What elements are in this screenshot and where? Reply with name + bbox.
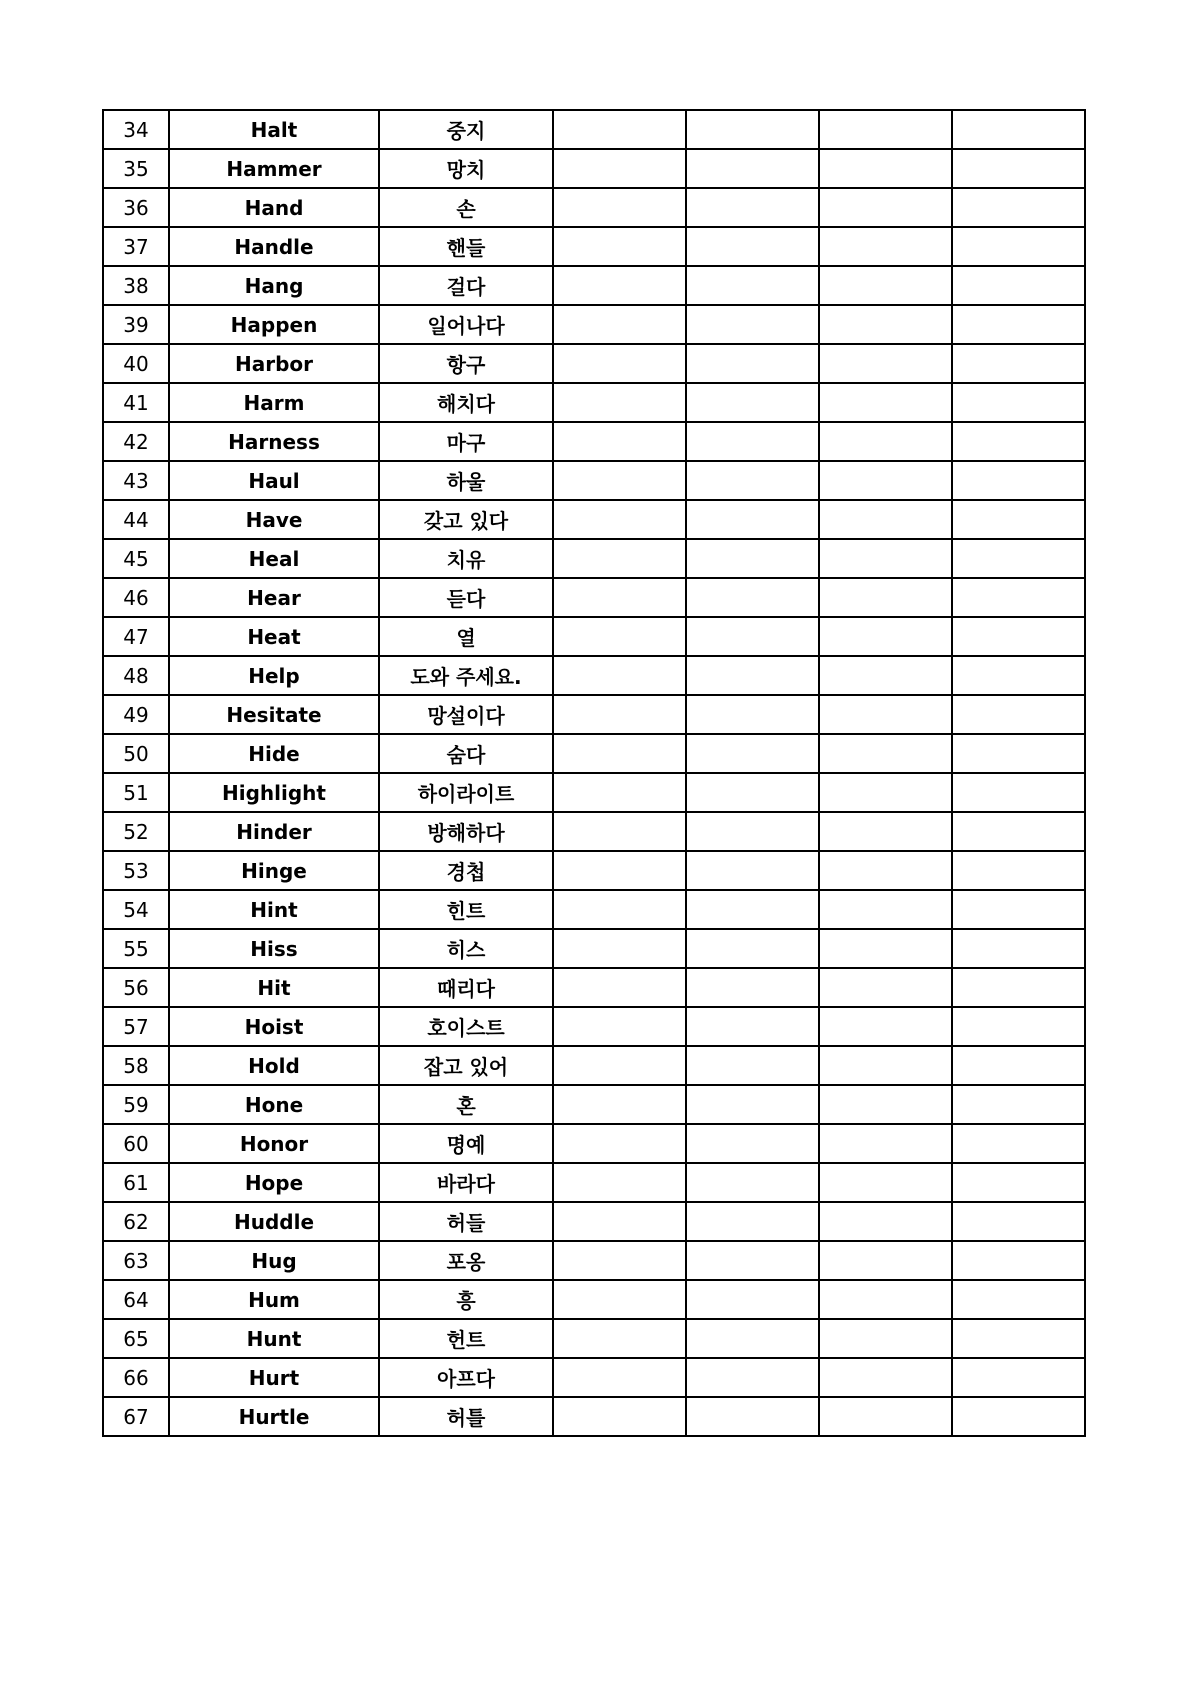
blank-practice-cell bbox=[819, 1241, 952, 1280]
row-number-cell: 53 bbox=[103, 851, 169, 890]
blank-practice-cell bbox=[553, 1319, 686, 1358]
english-word-cell: Hint bbox=[169, 890, 379, 929]
english-word-cell: Hide bbox=[169, 734, 379, 773]
table-row bbox=[103, 734, 1085, 773]
english-word-cell: Hammer bbox=[169, 149, 379, 188]
blank-practice-cell bbox=[819, 1007, 952, 1046]
blank-practice-cell bbox=[686, 851, 819, 890]
table-row bbox=[103, 695, 1085, 734]
blank-practice-cell bbox=[686, 1241, 819, 1280]
blank-practice-cell bbox=[553, 929, 686, 968]
table-body bbox=[103, 110, 1085, 1436]
korean-meaning-cell: 도와 주세요. bbox=[379, 656, 553, 695]
blank-practice-cell bbox=[686, 539, 819, 578]
row-number-cell: 55 bbox=[103, 929, 169, 968]
blank-practice-cell bbox=[819, 812, 952, 851]
blank-practice-cell bbox=[553, 500, 686, 539]
table-row bbox=[103, 500, 1085, 539]
blank-practice-cell bbox=[553, 1124, 686, 1163]
blank-practice-cell bbox=[553, 773, 686, 812]
english-word-cell: Handle bbox=[169, 227, 379, 266]
english-word-cell: Highlight bbox=[169, 773, 379, 812]
blank-practice-cell bbox=[952, 1124, 1085, 1163]
korean-meaning-cell: 마구 bbox=[379, 422, 553, 461]
table-row bbox=[103, 1163, 1085, 1202]
blank-practice-cell bbox=[553, 1007, 686, 1046]
row-number-cell: 67 bbox=[103, 1397, 169, 1436]
blank-practice-cell bbox=[952, 773, 1085, 812]
blank-practice-cell bbox=[819, 968, 952, 1007]
blank-practice-cell bbox=[952, 617, 1085, 656]
blank-practice-cell bbox=[819, 890, 952, 929]
blank-practice-cell bbox=[553, 695, 686, 734]
blank-practice-cell bbox=[952, 1163, 1085, 1202]
row-number-cell: 64 bbox=[103, 1280, 169, 1319]
blank-practice-cell bbox=[553, 266, 686, 305]
row-number-cell: 58 bbox=[103, 1046, 169, 1085]
korean-meaning-cell: 아프다 bbox=[379, 1358, 553, 1397]
korean-meaning-cell: 허들 bbox=[379, 1202, 553, 1241]
korean-meaning-cell: 헌트 bbox=[379, 1319, 553, 1358]
english-word-cell: Honor bbox=[169, 1124, 379, 1163]
table-row bbox=[103, 929, 1085, 968]
blank-practice-cell bbox=[952, 656, 1085, 695]
korean-meaning-cell: 허틀 bbox=[379, 1397, 553, 1436]
table-row bbox=[103, 227, 1085, 266]
english-word-cell: Hope bbox=[169, 1163, 379, 1202]
table-row bbox=[103, 1241, 1085, 1280]
blank-practice-cell bbox=[819, 1397, 952, 1436]
english-word-cell: Hurt bbox=[169, 1358, 379, 1397]
blank-practice-cell bbox=[952, 812, 1085, 851]
blank-practice-cell bbox=[952, 1241, 1085, 1280]
korean-meaning-cell: 일어나다 bbox=[379, 305, 553, 344]
english-word-cell: Hear bbox=[169, 578, 379, 617]
row-number-cell: 46 bbox=[103, 578, 169, 617]
english-word-cell: Help bbox=[169, 656, 379, 695]
blank-practice-cell bbox=[553, 110, 686, 149]
blank-practice-cell bbox=[952, 110, 1085, 149]
blank-practice-cell bbox=[952, 305, 1085, 344]
blank-practice-cell bbox=[819, 1202, 952, 1241]
blank-practice-cell bbox=[553, 461, 686, 500]
korean-meaning-cell: 중지 bbox=[379, 110, 553, 149]
blank-practice-cell bbox=[686, 656, 819, 695]
blank-practice-cell bbox=[686, 305, 819, 344]
table-row bbox=[103, 188, 1085, 227]
korean-meaning-cell: 갖고 있다 bbox=[379, 500, 553, 539]
english-word-cell: Hiss bbox=[169, 929, 379, 968]
blank-practice-cell bbox=[686, 188, 819, 227]
table-row bbox=[103, 1280, 1085, 1319]
blank-practice-cell bbox=[819, 1319, 952, 1358]
blank-practice-cell bbox=[952, 227, 1085, 266]
blank-practice-cell bbox=[686, 461, 819, 500]
english-word-cell: Heat bbox=[169, 617, 379, 656]
blank-practice-cell bbox=[952, 500, 1085, 539]
row-number-cell: 60 bbox=[103, 1124, 169, 1163]
row-number-cell: 38 bbox=[103, 266, 169, 305]
blank-practice-cell bbox=[952, 1319, 1085, 1358]
blank-practice-cell bbox=[553, 812, 686, 851]
blank-practice-cell bbox=[553, 1202, 686, 1241]
korean-meaning-cell: 히스 bbox=[379, 929, 553, 968]
table-row bbox=[103, 383, 1085, 422]
blank-practice-cell bbox=[553, 1046, 686, 1085]
blank-practice-cell bbox=[553, 305, 686, 344]
row-number-cell: 43 bbox=[103, 461, 169, 500]
korean-meaning-cell: 방해하다 bbox=[379, 812, 553, 851]
row-number-cell: 34 bbox=[103, 110, 169, 149]
english-word-cell: Hoist bbox=[169, 1007, 379, 1046]
blank-practice-cell bbox=[686, 422, 819, 461]
blank-practice-cell bbox=[819, 929, 952, 968]
blank-practice-cell bbox=[553, 890, 686, 929]
english-word-cell: Hand bbox=[169, 188, 379, 227]
english-word-cell: Heal bbox=[169, 539, 379, 578]
blank-practice-cell bbox=[553, 188, 686, 227]
row-number-cell: 54 bbox=[103, 890, 169, 929]
blank-practice-cell bbox=[952, 1397, 1085, 1436]
korean-meaning-cell: 혼 bbox=[379, 1085, 553, 1124]
blank-practice-cell bbox=[819, 578, 952, 617]
korean-meaning-cell: 하울 bbox=[379, 461, 553, 500]
blank-practice-cell bbox=[819, 1163, 952, 1202]
blank-practice-cell bbox=[686, 1202, 819, 1241]
blank-practice-cell bbox=[553, 383, 686, 422]
table-row bbox=[103, 305, 1085, 344]
table-row bbox=[103, 344, 1085, 383]
row-number-cell: 66 bbox=[103, 1358, 169, 1397]
row-number-cell: 47 bbox=[103, 617, 169, 656]
korean-meaning-cell: 망설이다 bbox=[379, 695, 553, 734]
korean-meaning-cell: 경첩 bbox=[379, 851, 553, 890]
english-word-cell: Haul bbox=[169, 461, 379, 500]
blank-practice-cell bbox=[819, 383, 952, 422]
blank-practice-cell bbox=[686, 1358, 819, 1397]
row-number-cell: 56 bbox=[103, 968, 169, 1007]
korean-meaning-cell: 열 bbox=[379, 617, 553, 656]
blank-practice-cell bbox=[819, 1046, 952, 1085]
korean-meaning-cell: 핸들 bbox=[379, 227, 553, 266]
korean-meaning-cell: 숨다 bbox=[379, 734, 553, 773]
blank-practice-cell bbox=[952, 422, 1085, 461]
blank-practice-cell bbox=[686, 929, 819, 968]
row-number-cell: 42 bbox=[103, 422, 169, 461]
english-word-cell: Hurtle bbox=[169, 1397, 379, 1436]
row-number-cell: 65 bbox=[103, 1319, 169, 1358]
korean-meaning-cell: 해치다 bbox=[379, 383, 553, 422]
blank-practice-cell bbox=[819, 539, 952, 578]
blank-practice-cell bbox=[686, 1163, 819, 1202]
blank-practice-cell bbox=[952, 539, 1085, 578]
row-number-cell: 52 bbox=[103, 812, 169, 851]
row-number-cell: 50 bbox=[103, 734, 169, 773]
blank-practice-cell bbox=[686, 1085, 819, 1124]
english-word-cell: Hone bbox=[169, 1085, 379, 1124]
blank-practice-cell bbox=[819, 305, 952, 344]
blank-practice-cell bbox=[553, 617, 686, 656]
blank-practice-cell bbox=[952, 1280, 1085, 1319]
blank-practice-cell bbox=[553, 149, 686, 188]
blank-practice-cell bbox=[686, 110, 819, 149]
blank-practice-cell bbox=[819, 344, 952, 383]
blank-practice-cell bbox=[553, 1241, 686, 1280]
english-word-cell: Harbor bbox=[169, 344, 379, 383]
table-row bbox=[103, 422, 1085, 461]
row-number-cell: 35 bbox=[103, 149, 169, 188]
blank-practice-cell bbox=[686, 149, 819, 188]
blank-practice-cell bbox=[819, 1124, 952, 1163]
table-row bbox=[103, 110, 1085, 149]
blank-practice-cell bbox=[553, 1397, 686, 1436]
korean-meaning-cell: 잡고 있어 bbox=[379, 1046, 553, 1085]
english-word-cell: Have bbox=[169, 500, 379, 539]
blank-practice-cell bbox=[819, 734, 952, 773]
blank-practice-cell bbox=[952, 461, 1085, 500]
blank-practice-cell bbox=[686, 1280, 819, 1319]
table-row bbox=[103, 1358, 1085, 1397]
korean-meaning-cell: 손 bbox=[379, 188, 553, 227]
korean-meaning-cell: 때리다 bbox=[379, 968, 553, 1007]
blank-practice-cell bbox=[553, 1085, 686, 1124]
blank-practice-cell bbox=[553, 1358, 686, 1397]
blank-practice-cell bbox=[686, 383, 819, 422]
table-row bbox=[103, 1007, 1085, 1046]
korean-meaning-cell: 흥 bbox=[379, 1280, 553, 1319]
blank-practice-cell bbox=[686, 1007, 819, 1046]
table-row bbox=[103, 773, 1085, 812]
blank-practice-cell bbox=[952, 1202, 1085, 1241]
korean-meaning-cell: 망치 bbox=[379, 149, 553, 188]
english-word-cell: Hang bbox=[169, 266, 379, 305]
row-number-cell: 37 bbox=[103, 227, 169, 266]
blank-practice-cell bbox=[819, 656, 952, 695]
blank-practice-cell bbox=[686, 1124, 819, 1163]
korean-meaning-cell: 걸다 bbox=[379, 266, 553, 305]
table-row bbox=[103, 1397, 1085, 1436]
blank-practice-cell bbox=[952, 695, 1085, 734]
blank-practice-cell bbox=[819, 851, 952, 890]
blank-practice-cell bbox=[952, 968, 1085, 1007]
table-row bbox=[103, 890, 1085, 929]
table-row bbox=[103, 539, 1085, 578]
blank-practice-cell bbox=[952, 929, 1085, 968]
korean-meaning-cell: 명예 bbox=[379, 1124, 553, 1163]
blank-practice-cell bbox=[819, 110, 952, 149]
blank-practice-cell bbox=[686, 773, 819, 812]
blank-practice-cell bbox=[952, 734, 1085, 773]
blank-practice-cell bbox=[952, 578, 1085, 617]
row-number-cell: 41 bbox=[103, 383, 169, 422]
korean-meaning-cell: 하이라이트 bbox=[379, 773, 553, 812]
english-word-cell: Halt bbox=[169, 110, 379, 149]
korean-meaning-cell: 바라다 bbox=[379, 1163, 553, 1202]
blank-practice-cell bbox=[686, 1397, 819, 1436]
blank-practice-cell bbox=[553, 968, 686, 1007]
row-number-cell: 36 bbox=[103, 188, 169, 227]
blank-practice-cell bbox=[819, 1358, 952, 1397]
blank-practice-cell bbox=[952, 1085, 1085, 1124]
blank-practice-cell bbox=[819, 773, 952, 812]
blank-practice-cell bbox=[819, 422, 952, 461]
row-number-cell: 59 bbox=[103, 1085, 169, 1124]
blank-practice-cell bbox=[686, 890, 819, 929]
english-word-cell: Huddle bbox=[169, 1202, 379, 1241]
blank-practice-cell bbox=[952, 1007, 1085, 1046]
blank-practice-cell bbox=[553, 656, 686, 695]
english-word-cell: Harness bbox=[169, 422, 379, 461]
blank-practice-cell bbox=[686, 734, 819, 773]
korean-meaning-cell: 치유 bbox=[379, 539, 553, 578]
blank-practice-cell bbox=[553, 539, 686, 578]
blank-practice-cell bbox=[819, 461, 952, 500]
english-word-cell: Hug bbox=[169, 1241, 379, 1280]
table-row bbox=[103, 1319, 1085, 1358]
english-word-cell: Harm bbox=[169, 383, 379, 422]
english-word-cell: Hinder bbox=[169, 812, 379, 851]
blank-practice-cell bbox=[553, 734, 686, 773]
row-number-cell: 62 bbox=[103, 1202, 169, 1241]
table-row bbox=[103, 656, 1085, 695]
blank-practice-cell bbox=[952, 1046, 1085, 1085]
blank-practice-cell bbox=[819, 617, 952, 656]
row-number-cell: 40 bbox=[103, 344, 169, 383]
blank-practice-cell bbox=[952, 1358, 1085, 1397]
row-number-cell: 57 bbox=[103, 1007, 169, 1046]
blank-practice-cell bbox=[686, 227, 819, 266]
korean-meaning-cell: 호이스트 bbox=[379, 1007, 553, 1046]
blank-practice-cell bbox=[553, 344, 686, 383]
blank-practice-cell bbox=[952, 890, 1085, 929]
row-number-cell: 44 bbox=[103, 500, 169, 539]
blank-practice-cell bbox=[952, 383, 1085, 422]
korean-meaning-cell: 항구 bbox=[379, 344, 553, 383]
blank-practice-cell bbox=[553, 1163, 686, 1202]
blank-practice-cell bbox=[553, 422, 686, 461]
blank-practice-cell bbox=[819, 1280, 952, 1319]
table-row bbox=[103, 149, 1085, 188]
table-row bbox=[103, 1085, 1085, 1124]
table-row bbox=[103, 1124, 1085, 1163]
english-word-cell: Hunt bbox=[169, 1319, 379, 1358]
blank-practice-cell bbox=[686, 344, 819, 383]
blank-practice-cell bbox=[686, 500, 819, 539]
english-word-cell: Hold bbox=[169, 1046, 379, 1085]
blank-practice-cell bbox=[819, 266, 952, 305]
table-row bbox=[103, 578, 1085, 617]
blank-practice-cell bbox=[819, 149, 952, 188]
blank-practice-cell bbox=[553, 227, 686, 266]
table-row bbox=[103, 968, 1085, 1007]
vocabulary-table bbox=[102, 109, 1086, 1437]
blank-practice-cell bbox=[819, 500, 952, 539]
blank-practice-cell bbox=[686, 617, 819, 656]
blank-practice-cell bbox=[686, 266, 819, 305]
english-word-cell: Hit bbox=[169, 968, 379, 1007]
korean-meaning-cell: 힌트 bbox=[379, 890, 553, 929]
blank-practice-cell bbox=[819, 188, 952, 227]
blank-practice-cell bbox=[819, 227, 952, 266]
blank-practice-cell bbox=[686, 1319, 819, 1358]
blank-practice-cell bbox=[952, 188, 1085, 227]
table-row bbox=[103, 812, 1085, 851]
table-row bbox=[103, 266, 1085, 305]
row-number-cell: 45 bbox=[103, 539, 169, 578]
table-row bbox=[103, 1046, 1085, 1085]
blank-practice-cell bbox=[553, 851, 686, 890]
korean-meaning-cell: 포옹 bbox=[379, 1241, 553, 1280]
row-number-cell: 63 bbox=[103, 1241, 169, 1280]
table-row bbox=[103, 1202, 1085, 1241]
blank-practice-cell bbox=[819, 1085, 952, 1124]
table-row bbox=[103, 461, 1085, 500]
blank-practice-cell bbox=[952, 149, 1085, 188]
table-row bbox=[103, 851, 1085, 890]
korean-meaning-cell: 듣다 bbox=[379, 578, 553, 617]
blank-practice-cell bbox=[686, 578, 819, 617]
blank-practice-cell bbox=[952, 851, 1085, 890]
row-number-cell: 49 bbox=[103, 695, 169, 734]
english-word-cell: Hinge bbox=[169, 851, 379, 890]
row-number-cell: 61 bbox=[103, 1163, 169, 1202]
blank-practice-cell bbox=[686, 968, 819, 1007]
english-word-cell: Hesitate bbox=[169, 695, 379, 734]
english-word-cell: Happen bbox=[169, 305, 379, 344]
blank-practice-cell bbox=[686, 812, 819, 851]
blank-practice-cell bbox=[686, 695, 819, 734]
blank-practice-cell bbox=[553, 1280, 686, 1319]
table-row bbox=[103, 617, 1085, 656]
english-word-cell: Hum bbox=[169, 1280, 379, 1319]
blank-practice-cell bbox=[553, 578, 686, 617]
row-number-cell: 48 bbox=[103, 656, 169, 695]
blank-practice-cell bbox=[819, 695, 952, 734]
blank-practice-cell bbox=[952, 344, 1085, 383]
blank-practice-cell bbox=[952, 266, 1085, 305]
row-number-cell: 51 bbox=[103, 773, 169, 812]
row-number-cell: 39 bbox=[103, 305, 169, 344]
blank-practice-cell bbox=[686, 1046, 819, 1085]
